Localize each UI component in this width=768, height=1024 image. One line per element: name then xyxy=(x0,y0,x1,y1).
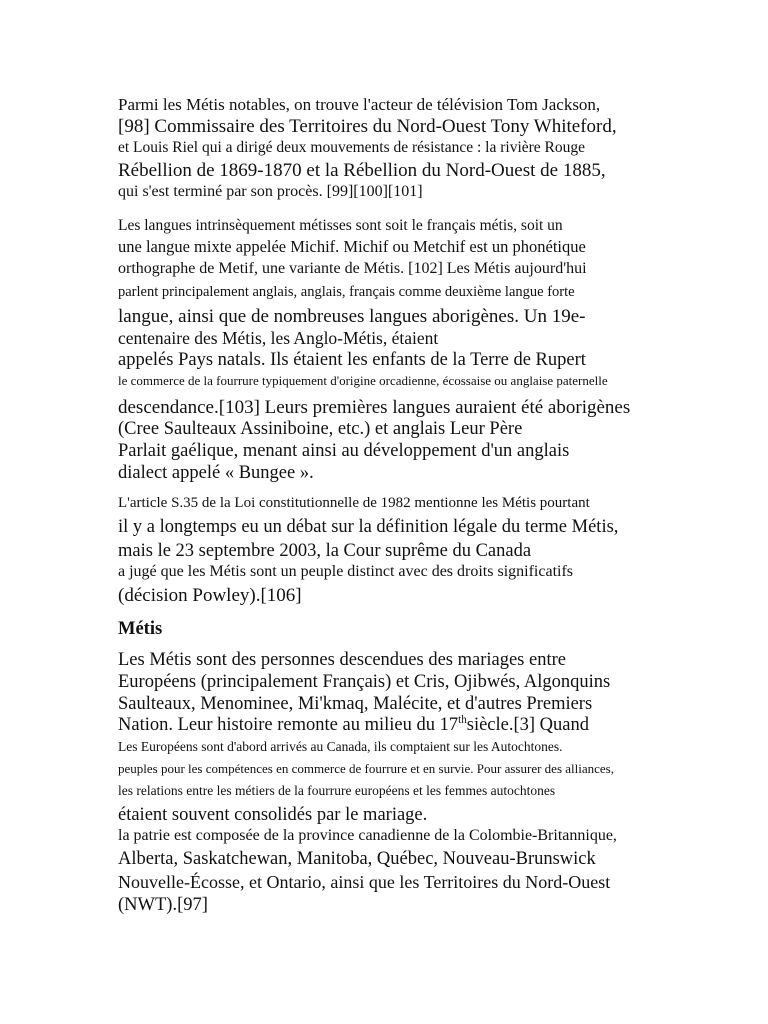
section-line-12: (NWT).[97] xyxy=(118,895,208,915)
paragraph-1-line-4: Rébellion de 1869-1870 et la Rébellion du Nord-Ouest de 1885, xyxy=(118,160,606,181)
paragraph-3-line-3: mais le 23 septembre 2003, la Cour suprême du Canada xyxy=(118,541,532,561)
paragraph-2-line-5: langue, ainsi que de nombreuses langues aborigènes. Un 19e- xyxy=(118,306,586,327)
paragraph-2-line-7: appelés Pays natals. Ils étaient les enfants de la Terre de Rupert xyxy=(118,350,586,370)
paragraph-1-line-1: Parmi les Métis notables, on trouve l'acteur de télévision Tom Jackson, xyxy=(118,95,601,114)
section-line-11: Nouvelle-Écosse, et Ontario, ainsi que les Territoires du Nord-Ouest xyxy=(118,872,611,892)
section-line-3: Saulteaux, Menominee, Mi'kmaq, Malécite, et d'autres Premiers xyxy=(118,694,593,714)
paragraph-1-line-2: [98] Commissaire des Territoires du Nord-Ouest Tony Whiteford, xyxy=(118,116,617,137)
paragraph-2-line-11: Parlait gaélique, menant ainsi au développement d'un anglais xyxy=(118,441,570,461)
paragraph-2-line-2: une langue mixte appelée Michif. Michif ou Metchif est un phonétique xyxy=(118,237,586,256)
paragraph-2-line-3: orthographe de Metif, une variante de Métis. [102] Les Métis aujourd'hui xyxy=(118,260,587,277)
section-line-9: la patrie est composée de la province canadienne de la Colombie-Britannique, xyxy=(118,827,617,844)
paragraph-2-line-6: centenaire des Métis, les Anglo-Métis, étaient xyxy=(118,328,439,348)
paragraph-2-line-1: Les langues intrinsèquement métisses sont soit le français métis, soit un xyxy=(118,217,563,234)
paragraph-3-line-5: (décision Powley).[106] xyxy=(118,585,302,606)
paragraph-2-line-10: (Cree Saulteaux Assiniboine, etc.) et anglais Leur Père xyxy=(118,419,523,439)
paragraph-1-line-3: et Louis Riel qui a dirigé deux mouvements de résistance : la rivière Rouge xyxy=(118,139,586,156)
paragraph-3-line-4: a jugé que les Métis sont un peuple distinct avec des droits significatifs xyxy=(118,563,574,580)
paragraph-3-line-1: L'article S.35 de la Loi constitutionnelle de 1982 mentionne les Métis pourtant xyxy=(118,495,590,511)
section-line-8: étaient souvent consolidés par le mariage. xyxy=(118,805,428,825)
section-line-4 xyxy=(118,713,590,735)
superscript-th: th xyxy=(458,713,467,726)
paragraph-1-line-5: qui s'est terminé par son procès. [99][100][101] xyxy=(118,183,423,200)
section-line-4-rest: siècle.[3] Quand xyxy=(466,715,590,735)
paragraph-2-line-8: le commerce de la fourrure typiquement d'origine orcadienne, écossaise ou anglaise paternelle xyxy=(118,373,608,388)
section-line-2: Européens (principalement Français) et Cris, Ojibwés, Algonquins xyxy=(118,672,611,692)
section-line-5: Les Européens sont d'abord arrivés au Canada, ils comptaient sur les Autochtones. xyxy=(118,739,563,754)
paragraph-2-line-9: descendance.[103] Leurs premières langues auraient été aborigènes xyxy=(118,397,631,418)
section-line-4-text: Nation. Leur histoire remonte au milieu du 17 xyxy=(118,715,459,735)
section-line-6: peuples pour les compétences en commerce de fourrure et en survie. Pour assurer des alliances, xyxy=(118,761,614,776)
paragraph-3-line-2: il y a longtemps eu un débat sur la définition légale du terme Métis, xyxy=(118,517,619,537)
section-line-7: les relations entre les métiers de la fourrure européens et les femmes autochtones xyxy=(118,783,556,798)
section-line-10: Alberta, Saskatchewan, Manitoba, Québec, Nouveau-Brunswick xyxy=(118,849,596,869)
paragraph-2-line-12: dialect appelé « Bungee ». xyxy=(118,463,314,483)
section-heading: Métis xyxy=(118,619,163,639)
paragraph-2-line-4: parlent principalement anglais, anglais, français comme deuxième langue forte xyxy=(118,284,575,300)
section-line-1: Les Métis sont des personnes descendues des mariages entre xyxy=(118,650,566,670)
